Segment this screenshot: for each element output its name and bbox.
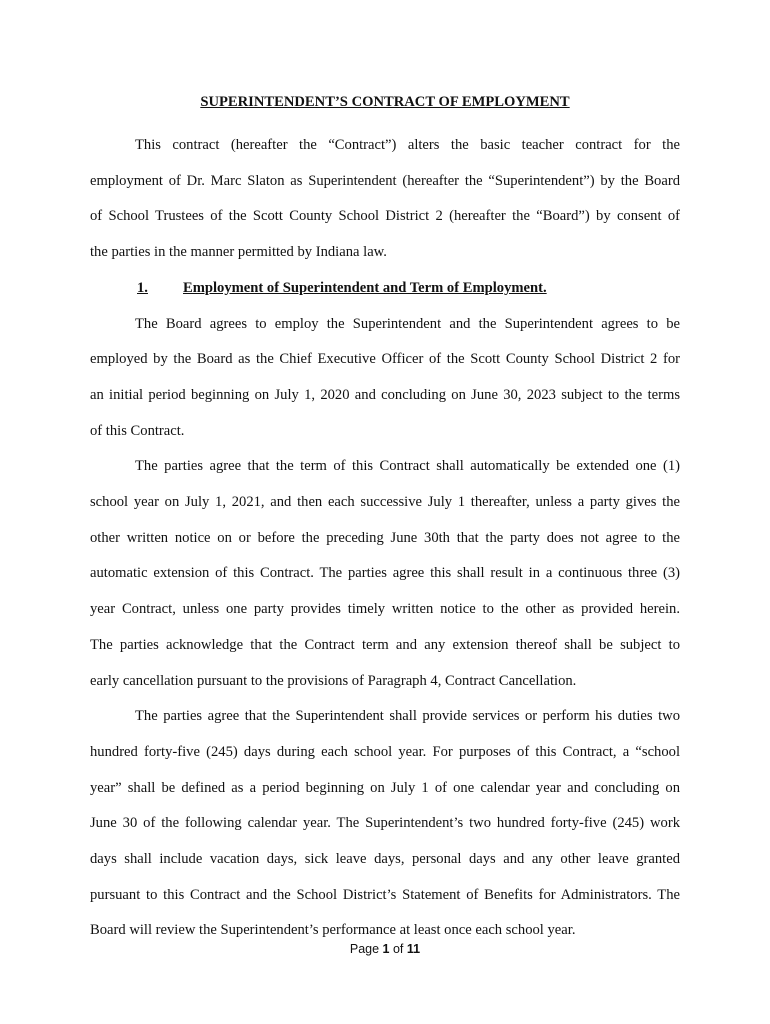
paragraph-line: school year on July 1, 2021, and then each successive July 1 thereafter, unless a party gives the [90, 494, 680, 511]
paragraph-line: Board will review the Superintendent’s performance at least once each school year. [90, 922, 576, 939]
intro-line: the parties in the manner permitted by Indiana law. [90, 244, 387, 261]
intro-line: employment of Dr. Marc Slaton as Superintendent (hereafter the “Superintendent”) by the Board [90, 172, 680, 189]
page-label: Page [349, 942, 380, 956]
paragraph-line: employed by the Board as the Chief Executive Officer of the Scott County School District 2 for [90, 351, 680, 368]
paragraph-line: The parties agree that the term of this Contract shall automatically be extended one (1) [135, 458, 680, 475]
document-body [90, 92, 680, 949]
intro-line: of School Trustees of the Scott County School District 2 (hereafter the “Board”) by consent of [90, 208, 680, 225]
section-paragraph [90, 307, 680, 450]
intro-line: This contract (hereafter the “Contract”) alters the basic teacher contract for the [135, 137, 680, 153]
paragraph-line: The parties agree that the Superintendent shall provide services or perform his duties two [135, 708, 680, 725]
section-number: 1. [137, 279, 148, 296]
total-pages: 11 [406, 942, 421, 956]
of-label: of [392, 942, 404, 956]
section-paragraph [90, 449, 680, 699]
paragraph-line: The parties acknowledge that the Contract term and any extension thereof shall be subject to [90, 636, 680, 653]
paragraph-line: year Contract, unless one party provides timely written notice to the other as provided herein. [90, 601, 680, 618]
paragraph-line: year” shall be defined as a period beginning on July 1 of one calendar year and concluding on [90, 779, 680, 796]
paragraph-line: an initial period beginning on July 1, 2020 and concluding on June 30, 2023 subject to the terms [90, 386, 680, 403]
paragraph-line: automatic extension of this Contract. The parties agree this shall result in a continuous three (3) [90, 565, 680, 582]
paragraph-line: pursuant to this Contract and the School District’s Statement of Benefits for Administrators. The [90, 886, 680, 903]
paragraph-line: days shall include vacation days, sick leave days, personal days and any other leave granted [90, 851, 680, 868]
intro-paragraph [90, 128, 680, 271]
document-title: SUPERINTENDENT’S CONTRACT OF EMPLOYMENT [200, 94, 570, 110]
section-paragraph [90, 699, 680, 949]
paragraph-line: June 30 of the following calendar year. The Superintendent’s two hundred forty-five (245) work [90, 815, 680, 832]
paragraph-line: The Board agrees to employ the Superintendent and the Superintendent agrees to be [135, 315, 680, 332]
paragraph-line: hundred forty-five (245) days during each school year. For purposes of this Contract, a “school [90, 743, 680, 760]
section-heading [90, 271, 680, 307]
page-number: 1 [382, 942, 390, 956]
paragraph-line: early cancellation pursuant to the provisions of Paragraph 4, Contract Cancellation. [90, 672, 577, 689]
page-footer [0, 942, 770, 956]
section-title: Employment of Superintendent and Term of Employment. [183, 279, 547, 296]
paragraph-line: other written notice on or before the preceding June 30th that the party does not agree to the [90, 529, 680, 546]
paragraph-line: of this Contract. [90, 422, 185, 439]
